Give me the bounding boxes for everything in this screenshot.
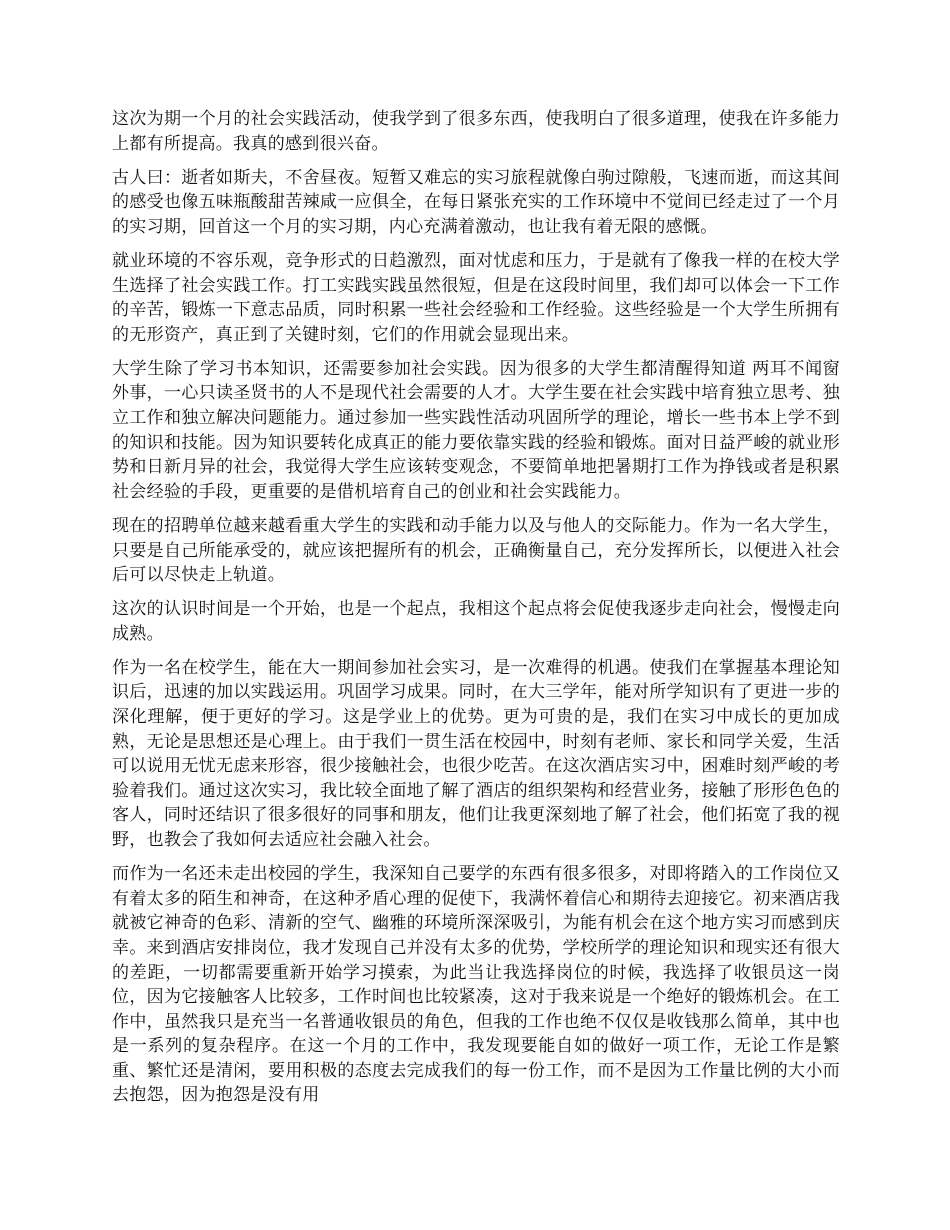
paragraph-4: 大学生除了学习书本知识，还需要参加社会实践。因为很多的大学生都清醒得知道 两耳不闻窗外事，一心只读圣贤书的人不是现代社会需要的人才。大学生要在社会实践中培育独立思考、独立工作和独立解决问题能力。通过参加一些实践性活动巩固所学的理论，增长一些书本上学不到的知识和技能。因为知识要转化成真正的能力要依靠实践的经验和锻炼。面对日益严峻的就业形势和日新月异的社会，我觉得大学生应该转变观念，不要简单地把暑期打工作为挣钱或者是积累社会经验的手段，更重要的是借机培育自己的创业和社会实践能力。 — [112, 358, 840, 502]
paragraph-6: 这次的认识时间是一个开始，也是一个起点，我相这个起点将会促使我逐步走向社会，慢慢走向成熟。 — [112, 599, 840, 644]
document-body — [112, 107, 840, 1118]
paragraph-5: 现在的招聘单位越来越看重大学生的实践和动手能力以及与他人的交际能力。作为一名大学生，只要是自己所能承受的，就应该把握所有的机会，正确衡量自己，充分发挥所长，以便进入社会后可以尽快走上轨道。 — [112, 515, 840, 586]
paragraph-3: 就业环境的不容乐观，竞争形式的日趋激烈，面对忧虑和压力，于是就有了像我一样的在校大学生选择了社会实践工作。打工实践实践虽然很短，但是在这段时间里，我们却可以体会一下工作的辛苦，锻炼一下意志品质，同时积累一些社会经验和工作经验。这些经验是一个大学生所拥有的无形资产，真正到了关键时刻，它们的作用就会显现出来。 — [112, 250, 840, 345]
paragraph-7: 作为一名在校学生，能在大一期间参加社会实习，是一次难得的机遇。使我们在掌握基本理论知识后，迅速的加以实践运用。巩固学习成果。同时，在大三学年，能对所学知识有了更进一步的深化理解，便于更好的学习。这是学业上的优势。更为可贵的是，我们在实习中成长的更加成熟，无论是思想还是心理上。由于我们一贯生活在校园中，时刻有老师、家长和同学关爱，生活可以说用无忧无虑来形容，很少接触社会，也很少吃苦。在这次酒店实习中，困难时刻严峻的考验着我们。通过这次实习，我比较全面地了解了酒店的组织架构和经营业务，接触了形形色色的客人，同时还结识了很多很好的同事和朋友，他们让我更深刻地了解了社会，他们拓宽了我的视野，也教会了我如何去适应社会融入社会。 — [112, 657, 840, 851]
paragraph-8: 而作为一名还未走出校园的学生，我深知自己要学的东西有很多很多，对即将踏入的工作岗位又有着太多的陌生和神奇，在这种矛盾心理的促使下，我满怀着信心和期待去迎接它。初来酒店我就被它神奇的色彩、清新的空气、幽雅的环境所深深吸引，为能有机会在这个地方实习而感到庆幸。来到酒店安排岗位，我才发现自己并没有太多的优势，学校所学的理论知识和现实还有很大的差距，一切都需要重新开始学习摸索，为此当让我选择岗位的时候，我选择了收银员这一岗位，因为它接触客人比较多，工作时间也比较紧凑，这对于我来说是一个绝好的锻炼机会。在工作中，虽然我只是充当一名普通收银员的角色，但我的工作也绝不仅仅是收钱那么简单，其中也是一系列的复杂程序。在这一个月的工作中，我发现要能自如的做好一项工作，无论工作是繁重、繁忙还是清闲，要用积极的态度去完成我们的每一份工作，而不是因为工作量比例的大小而去抱怨，因为抱怨是没有用 — [112, 864, 840, 1106]
paragraph-2: 古人曰：逝者如斯夫，不舍昼夜。短暂又难忘的实习旅程就像白驹过隙般，飞速而逝，而这其间的感受也像五味瓶酸甜苦辣咸一应俱全，在每日紧张充实的工作环境中不觉间已经走过了一个月的实习期，回首这一个月的实习期，内心充满着激动，也让我有着无限的感慨。 — [112, 167, 840, 237]
paragraph-1: 这次为期一个月的社会实践活动，使我学到了很多东西，使我明白了很多道理，使我在许多能力上都有所提高。我真的感到很兴奋。 — [112, 109, 840, 154]
